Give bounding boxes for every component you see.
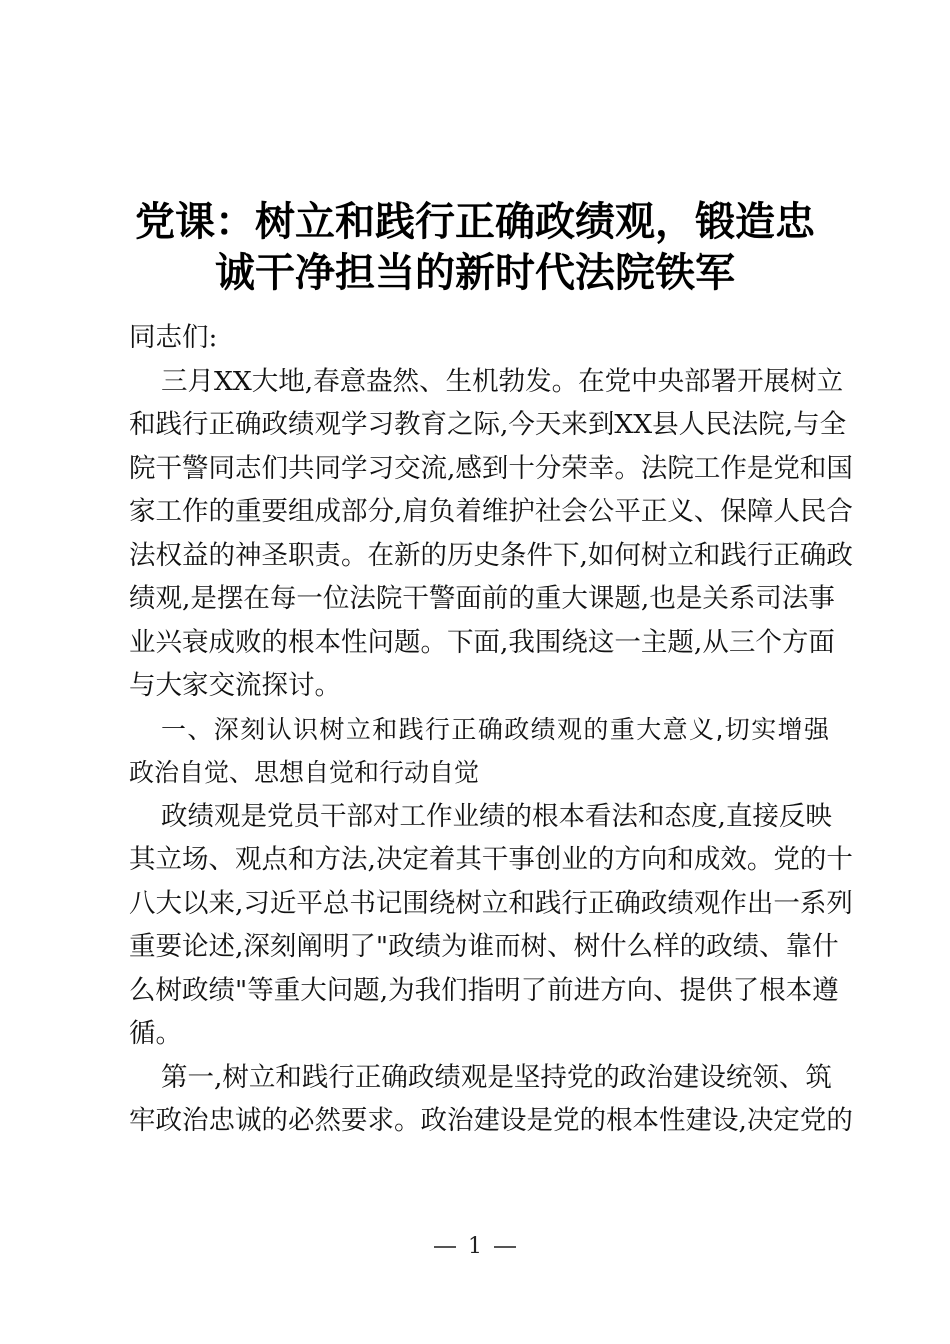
paragraph-line: 与大家交流探讨。 <box>129 670 341 701</box>
paragraph-line: 家工作的重要组成部分,肩负着维护社会公平正义、保障人民合 <box>129 496 853 527</box>
document-title <box>100 197 850 299</box>
paragraph-line: 政绩观是党员干部对工作业绩的根本看法和态度,直接反映 <box>161 800 832 832</box>
paragraph-line: 和践行正确政绩观学习教育之际,今天来到XX县人民法院,与全 <box>129 409 847 440</box>
paragraph-line: 重要论述,深刻阐明了"政绩为谁而树、树什么样的政绩、靠什 <box>129 931 839 962</box>
paragraph-line: 三月XX大地,春意盎然、生机勃发。在党中央部署开展树立 <box>161 365 844 397</box>
paragraph-line: 业兴衰成败的根本性问题。下面,我围绕这一主题,从三个方面 <box>129 626 835 658</box>
paragraph-line: 八大以来,习近平总书记围绕树立和践行正确政绩观作出一系列 <box>129 887 853 919</box>
paragraph-line: 院干警同志们共同学习交流,感到十分荣幸。法院工作是党和国 <box>129 452 853 484</box>
title-line: 党课：树立和践行正确政绩观，锻造忠 <box>135 198 815 245</box>
page-footer <box>0 1234 950 1259</box>
paragraph-line: 其立场、观点和方法,决定着其干事创业的方向和成效。党的十 <box>129 844 853 875</box>
paragraph-line: 第一,树立和践行正确政绩观是坚持党的政治建设统领、筑 <box>161 1061 832 1093</box>
paragraph-line: 循。 <box>129 1018 182 1049</box>
document-body <box>129 316 853 1143</box>
page-number: 1 <box>468 1234 482 1259</box>
title-line: 诚干净担当的新时代法院铁军 <box>215 249 735 296</box>
paragraph-line: 么树政绩"等重大问题,为我们指明了前进方向、提供了根本遵 <box>129 974 839 1006</box>
salutation: 同志们: <box>129 322 218 353</box>
section-heading-line: 政治自觉、思想自觉和行动自觉 <box>129 758 480 787</box>
section-heading-line: 一、深刻认识树立和践行正确政绩观的重大意义,切实增强 <box>161 714 829 744</box>
dash-decoration <box>494 1246 516 1248</box>
paragraph-line: 牢政治忠诚的必然要求。政治建设是党的根本性建设,决定党的 <box>129 1105 853 1136</box>
paragraph-line: 绩观,是摆在每一位法院干警面前的重大课题,也是关系司法事 <box>129 583 835 614</box>
dash-decoration <box>434 1246 456 1248</box>
paragraph-line: 法权益的神圣职责。在新的历史条件下,如何树立和践行正确政 <box>129 539 853 571</box>
